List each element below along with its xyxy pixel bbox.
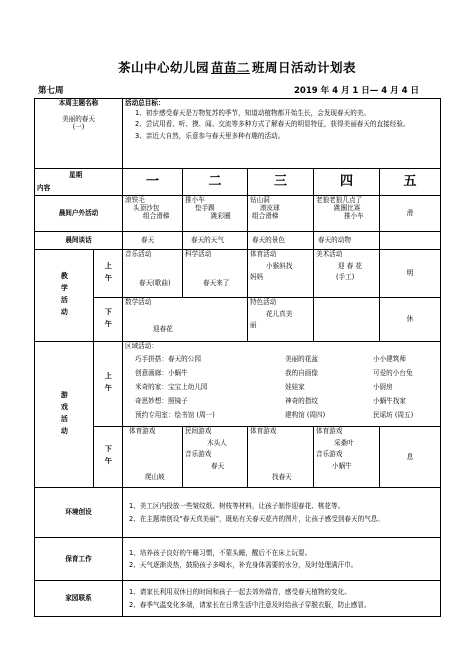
theme-sub: (一) [72, 123, 85, 132]
weekday-corner [35, 169, 123, 196]
area-r2c3: 可爱的小台兔 [373, 369, 413, 377]
outdoor-tue-1: 推小车 [185, 196, 205, 204]
area-row-2 [135, 369, 441, 383]
area-grid [135, 355, 441, 425]
theme-row [35, 99, 441, 169]
goal-2: 2、尝试用看、听、摸、闻、交流等多种方式了解春天的明显特征，获得美丽春天的直接经验。 [135, 120, 410, 129]
teach-am-wed [248, 250, 314, 298]
games-label: 游戏活动 [60, 390, 69, 439]
games-pm-cell [94, 427, 123, 488]
week-label: 第七周 [38, 86, 64, 96]
teach-am-thu-note: (手工) [336, 273, 355, 282]
games-label-cell [35, 342, 94, 488]
outdoor-thu-2: 跳圈比赛 [334, 204, 361, 213]
games-pm-wed-title: 找春天 [272, 473, 292, 481]
teach-am-thu [314, 250, 380, 298]
outdoor-mon-2: 头顶沙包 [133, 204, 160, 213]
title-suffix: 班周日活动计划表 [252, 60, 357, 75]
games-am-row [35, 342, 441, 427]
teach-pm-thu [314, 298, 380, 342]
games-pm-fri: 息 [380, 427, 441, 488]
teach-pm-wed-type: 特色活动 [250, 298, 277, 306]
talk-thu: 春天的动物 [314, 232, 380, 250]
games-am-cell [94, 342, 123, 427]
area-r1c1: 巧手拼搭：春天的公园 [135, 355, 201, 363]
games-pm-wed-type: 体育游戏 [250, 427, 277, 435]
page-title [0, 58, 474, 76]
teach-pm-wed-title2: 丽 [250, 321, 257, 330]
area-r5c1: 预约专用室：绘书馆 (周一) [135, 411, 215, 419]
outdoor-thu [314, 196, 380, 232]
outdoor-thu-1: 老狼老狼几点了 [316, 196, 363, 204]
family-row [35, 581, 441, 617]
area-r4c2: 神奇的指纹 [285, 397, 318, 405]
care-cell [123, 538, 441, 581]
goals-cell [123, 99, 441, 169]
teach-am-mon-title: 春天(歌曲) [139, 279, 171, 287]
games-pm-tue [183, 427, 248, 488]
environment-label: 环境创设 [35, 488, 123, 538]
teach-am-tue-title: 春天来了 [203, 279, 230, 287]
area-row-5 [135, 411, 441, 425]
games-pm-thu-type2: 音乐游戏 [316, 450, 343, 459]
area-r4c3: 小蜗牛找家 [373, 397, 406, 405]
teach-am-tue [183, 250, 248, 298]
games-pm-thu-title1: 采桑叶 [334, 439, 354, 448]
games-pm-mon-type: 体育游戏 [129, 427, 156, 435]
area-label: 区域活动： [125, 342, 158, 350]
outdoor-mon [123, 196, 183, 232]
teach-am-wed-title2: 妈妈 [250, 273, 264, 282]
activity-plan-table [34, 98, 441, 617]
games-pm-label: 下午 [104, 445, 113, 469]
teaching-am-label: 上午 [104, 261, 113, 286]
environment-item-1: 1、美工区内投放一些皱纹纸、树枝等材料，让孩子制作迎春花、桃花等。 [129, 502, 345, 511]
class-name: 苗苗二 [210, 60, 250, 75]
outdoor-tue-3: 跳彩圈 [211, 212, 231, 221]
games-pm-thu-title2: 小蜗牛 [332, 461, 352, 470]
goal-3: 3、亲近大自然，乐意参与春天里多种有趣的活动。 [135, 131, 285, 140]
content-label: 内容 [37, 184, 51, 192]
family-label: 家园联系 [35, 581, 123, 617]
teach-pm-wed [248, 298, 314, 342]
goal-1: 1、初步感受春天是万物复苏的季节，知道动植物都开始生长，会发现春天的美。 [135, 109, 370, 118]
teach-am-fri: 明 [380, 250, 441, 298]
outdoor-tue [183, 196, 248, 232]
talk-row [35, 232, 441, 250]
outdoor-fri: 滑 [380, 196, 441, 232]
games-pm-thu [314, 427, 380, 488]
area-r5c2: 建构馆 (周四) [285, 411, 326, 419]
teach-pm-fri: 休 [380, 298, 441, 342]
area-row-1 [135, 355, 441, 369]
teach-am-wed-title: 小猴斜找 [266, 262, 293, 271]
area-row-3 [135, 383, 441, 397]
games-pm-mon-title: 爬山坡 [145, 473, 165, 481]
teach-pm-mon-title: 迎春花 [153, 325, 173, 333]
area-r3c1: 米奇的家：宝宝上幼儿园 [135, 383, 208, 391]
weekday-row [35, 169, 441, 196]
games-am-label: 上午 [104, 372, 113, 396]
area-r1c3: 小小建筑师 [373, 355, 406, 363]
care-item-1: 1、培养孩子良好的午睡习惯，不蒙头睡，醒后不在床上玩耍。 [129, 548, 312, 557]
family-cell [123, 581, 441, 617]
games-pm-thu-type: 体育游戏 [316, 427, 343, 435]
teach-am-thu-type: 美术活动 [316, 250, 343, 258]
environment-cell [123, 488, 441, 538]
date-range: 2019 年 4 月 1 日— 4 月 4 日 [294, 86, 419, 96]
teaching-am-cell [94, 250, 123, 298]
teaching-pm-row [35, 298, 441, 342]
teach-pm-mon-type: 数学活动 [125, 298, 152, 306]
games-pm-row [35, 427, 441, 488]
care-label: 保育工作 [35, 538, 123, 581]
theme-cell [35, 99, 123, 169]
teach-pm-mon [123, 298, 248, 342]
outdoor-tue-2: 垫手踢 [195, 204, 215, 213]
care-row [35, 538, 441, 581]
area-r4c1: 奇思妙想：照镜子 [135, 397, 188, 405]
talk-mon: 春天 [123, 232, 183, 250]
games-pm-tue-title1: 木头人 [207, 439, 227, 448]
teaching-pm-label: 下午 [104, 307, 113, 332]
area-r2c2: 我的自画像 [285, 369, 318, 377]
day-mon: 一 [123, 169, 183, 196]
teach-pm-wed-title: 花儿真美 [266, 310, 293, 319]
environment-row [35, 488, 441, 538]
teaching-am-row [35, 250, 441, 298]
area-r3c3: 小厨房 [373, 383, 393, 391]
outdoor-mon-1: 滚铁毛 [125, 196, 145, 204]
area-r2c1: 创意画廊：小蜗牛 [135, 369, 188, 377]
games-pm-tue-title2: 春天 [211, 461, 225, 470]
outdoor-wed [248, 196, 314, 232]
teach-am-mon [123, 250, 183, 298]
games-pm-wed [248, 427, 314, 488]
day-wed: 三 [248, 169, 314, 196]
outdoor-wed-3: 组合滑梯 [252, 212, 279, 221]
care-item-2: 2、天气逐渐炎热，鼓励孩子多喝水，补充身体需要的水分，及时处理满汗巾。 [129, 561, 358, 569]
teaching-pm-cell [94, 298, 123, 342]
talk-wed: 春天的景色 [248, 232, 314, 250]
weekday-label: 星期 [69, 171, 83, 179]
outdoor-wed-2: 滚皮球 [260, 204, 280, 213]
outdoor-row [35, 196, 441, 232]
day-thu: 四 [314, 169, 380, 196]
area-row-4 [135, 397, 441, 411]
teaching-label-cell [35, 250, 94, 342]
area-cell [123, 342, 441, 427]
area-r5c3: 民谣坊 (周五) [373, 411, 414, 419]
teach-am-tue-type: 科学活动 [185, 250, 212, 258]
day-fri: 五 [380, 169, 441, 196]
environment-item-2: 2、在主题墙创设“春天真美丽”，既贴有关春天花卉的图片，让孩子感受到春天的气息。 [129, 514, 384, 523]
theme-label: 本周主题名称 [58, 99, 99, 107]
outdoor-wed-1: 钻山洞 [250, 196, 270, 204]
talk-fri [380, 232, 441, 250]
outdoor-thu-3: 推小车 [344, 212, 364, 221]
games-pm-mon [123, 427, 183, 488]
outdoor-mon-3: 组合滑梯 [143, 212, 170, 221]
area-r3c2: 娃娃家 [285, 383, 305, 391]
area-r1c2: 美丽的花盆 [285, 355, 318, 363]
theme-name: 美丽的春天 [62, 115, 95, 124]
games-pm-tue-type: 民间游戏 [185, 427, 212, 435]
day-tue: 二 [183, 169, 248, 196]
outdoor-label: 晨间户外活动 [35, 196, 123, 232]
teaching-label: 教学活动 [60, 271, 69, 320]
talk-label: 晨间谈话 [35, 232, 123, 250]
teach-am-thu-title: 迎 春 花 [338, 262, 362, 271]
talk-tue: 春天的天气 [183, 232, 248, 250]
teach-am-mon-type: 音乐活动 [125, 250, 152, 258]
goals-label: 活动总目标： [125, 99, 165, 107]
family-item-2: 2、春季气温变化多端，请家长在日常生活中注意及时给孩子穿脱衣服，防止感冒。 [129, 600, 371, 609]
teach-am-wed-type: 体育活动 [250, 250, 277, 258]
games-pm-tue-type2: 音乐游戏 [185, 450, 212, 459]
family-item-1: 1、请家长利用双休日的时间和孩子一起去郊外踏青，感受春天植物的变化。 [129, 588, 351, 597]
title-prefix: 茶山中心幼儿园 [117, 60, 209, 75]
